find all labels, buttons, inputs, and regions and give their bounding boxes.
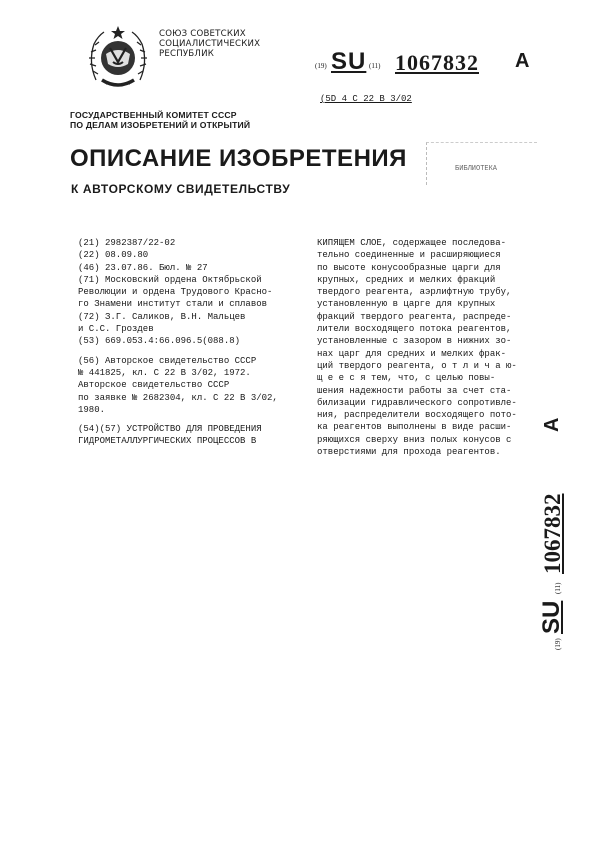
ussr-line: СОЮЗ СОВЕТСКИХ [159, 29, 246, 39]
claim-line: шения надежности работы за счет ста- [317, 385, 512, 396]
claim-line: тельно соединенные и расширяющиеся [317, 250, 501, 261]
claim-line: отверстиями для прохода реагентов. [317, 447, 501, 458]
biblio-line: (71) Московский ордена Октябрьской [78, 274, 262, 285]
vertical-document-kind: A [541, 417, 563, 432]
claim-line: ций твердого реагента, о т л и ч а ю- [317, 360, 517, 371]
committee-line: ПО ДЕЛАМ ИЗОБРЕТЕНИЙ И ОТКРЫТИЙ [70, 120, 251, 130]
claim-line: лители восходящего потока реагентов, [317, 324, 512, 335]
document-subtitle: К АВТОРСКОМУ СВИДЕТЕЛЬСТВУ [71, 182, 291, 196]
ussr-line: СОЦИАЛИСТИЧЕСКИХ [159, 39, 261, 49]
claim-line: установленную в царге для крупных [317, 299, 496, 310]
ussr-line: РЕСПУБЛИК [159, 49, 214, 59]
country-code: SU [331, 48, 367, 75]
vertical-patent-stamp [540, 410, 568, 650]
claim-line: КИПЯЩЕМ СЛОЕ, содержащее последова- [317, 238, 507, 248]
claim-line: ка реагентов выполнены в виде расши- [317, 422, 512, 433]
committee-line: ГОСУДАРСТВЕННЫЙ КОМИТЕТ СССР [70, 110, 237, 120]
biblio-line: (53) 669.053.4:66.096.5(088.8) [78, 336, 241, 347]
claim-line: щ е е с я тем, что, с целью повы- [317, 373, 496, 384]
biblio-line: (46) 23.07.86. Бюл. № 27 [78, 262, 208, 273]
state-committee [70, 110, 250, 130]
vertical-tag-11: (11) [554, 582, 562, 594]
field-tag-11: (11) [369, 62, 381, 70]
reference-line: Авторское свидетельство СССР [78, 380, 230, 391]
claim-line: билизации гидравлического сопротивле- [317, 397, 517, 408]
patent-number: 1067832 [395, 50, 479, 75]
claim-line: ряющихся сверху вниз полых конусов с [317, 434, 512, 445]
claim-line: по высоте конусообразные царги для [317, 262, 501, 273]
ussr-emblem [84, 24, 152, 92]
claim-text [317, 237, 532, 458]
ussr-header-text [159, 29, 260, 59]
claim-line: твердого реагента, аэрлифтную трубу, [317, 287, 512, 298]
claim-line: ния, распределители восходящего пото- [317, 410, 517, 421]
reference-line: № 441825, кл. С 22 В 3/02, 1972. [78, 367, 251, 378]
ipc-classification: (5D 4 C 22 B 3/02 [320, 94, 412, 104]
patent-number-line [315, 50, 565, 74]
claim-line: установленные с зазором в нижних зо- [317, 336, 512, 347]
biblio-line: (21) 2982387/22-02 [78, 238, 176, 248]
document-title: ОПИСАНИЕ ИЗОБРЕТЕНИЯ [70, 145, 407, 172]
library-stamp [426, 142, 537, 185]
vertical-country-code: SU [538, 600, 565, 634]
biblio-line: (22) 08.09.80 [78, 250, 149, 261]
biblio-line: го Знамени институт стали и сплавов [78, 299, 268, 310]
claim-line: крупных, средних и мелких фракций [317, 274, 496, 285]
biblio-line: и С.С. Гроздев [78, 324, 154, 335]
library-stamp-text: БИБЛИОТЕКА [455, 165, 498, 173]
invention-title-line: (54)(57) УСТРОЙСТВО ДЛЯ ПРОВЕДЕНИЯ [78, 424, 262, 435]
bibliographic-data [78, 237, 298, 448]
biblio-line: (72) З.Г. Саликов, В.Н. Мальцев [78, 311, 246, 322]
claim-line: фракций твердого реагента, распреде- [317, 311, 512, 322]
biblio-line: Революции и ордена Трудового Красно- [78, 287, 273, 298]
vertical-patent-number: 1067832 [540, 493, 565, 574]
reference-line: по заявке № 2682304, кл. С 22 В 3/02, [78, 392, 278, 403]
vertical-tag-19: (19) [554, 638, 562, 650]
reference-line: (56) Авторское свидетельство СССР [78, 355, 257, 366]
invention-title-line: ГИДРОМЕТАЛЛУРГИЧЕСКИХ ПРОЦЕССОВ В [78, 436, 257, 447]
document-kind: A [515, 50, 530, 72]
claim-line: нах царг для средних и мелких фрак- [317, 348, 507, 359]
reference-line: 1980. [78, 404, 106, 415]
field-tag-19: (19) [315, 62, 327, 70]
